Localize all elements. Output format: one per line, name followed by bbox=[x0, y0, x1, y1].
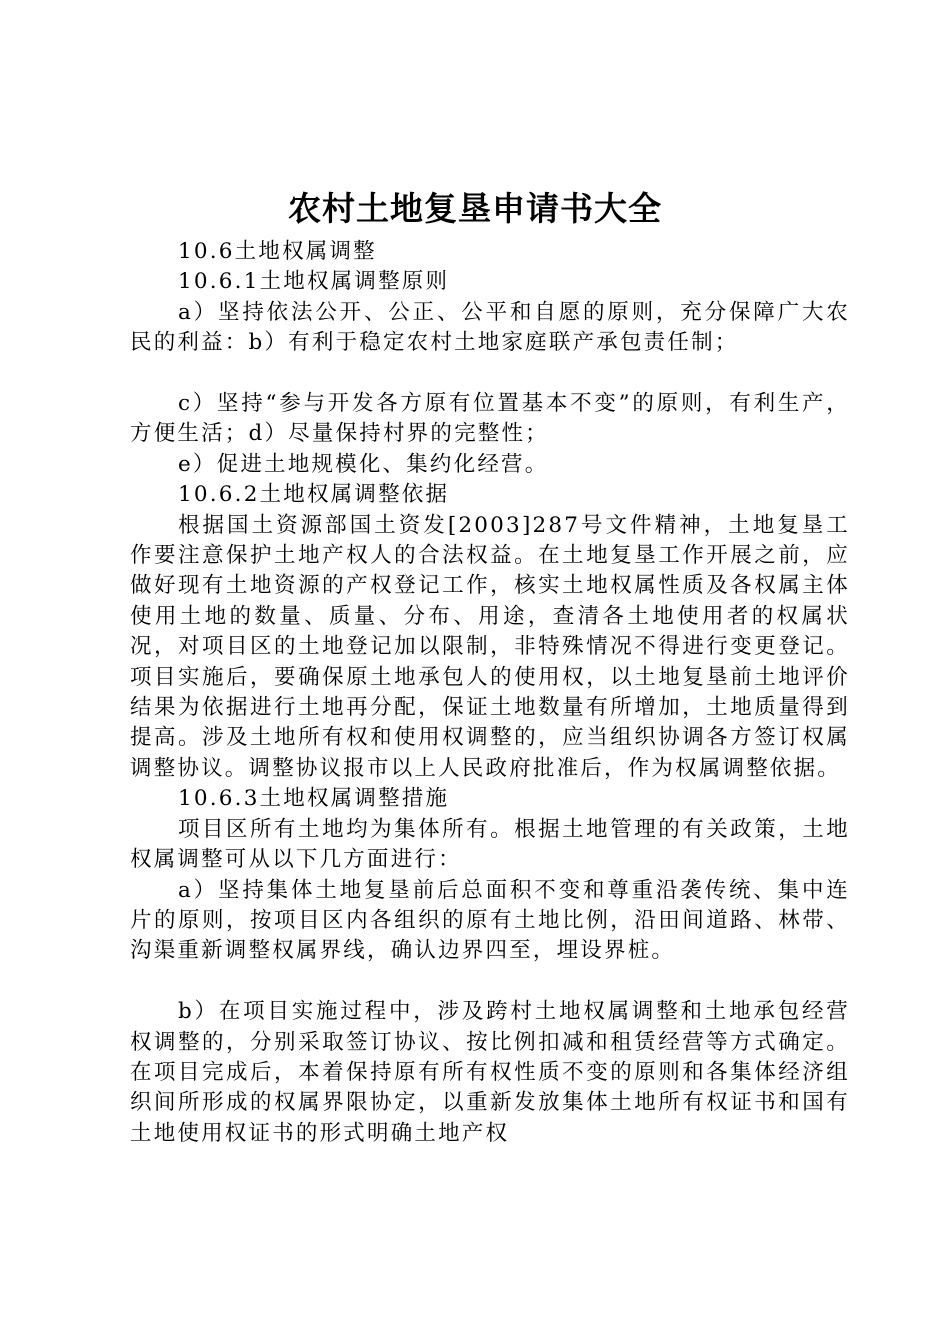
paragraph: b）在项目实施过程中，涉及跨村土地权属调整和土地承包经营权调整的，分别采取签订协议、按比例扣减和租赁经营等方式确定。在项目完成后，本着保持原有所有权性质不变的原则和各集体经济组织间所形成的权属界限协定，以重新发放集体土地所有权证书和国有土地使用权证书的形式明确土地产权 bbox=[130, 999, 850, 1146]
paragraph: c）坚持“参与开发各方原有位置基本不变”的原则，有利生产，方便生活；d）尽量保持村界的完整性； bbox=[130, 391, 850, 447]
paragraph: a）坚持集体土地复垦前后总面积不变和尊重沿袭传统、集中连片的原则，按项目区内各组织的原有土地比例，沿田间道路、林带、沟渠重新调整权属界线，确认边界四至，埋设界桩。 bbox=[130, 877, 850, 964]
document-body bbox=[130, 237, 850, 1149]
section-heading: 10.6土地权属调整 bbox=[178, 239, 377, 264]
paragraph: 项目区所有土地均为集体所有。根据土地管理的有关政策，土地权属调整可从以下几方面进行： bbox=[130, 816, 850, 873]
document-title: 农村土地复垦申请书大全 bbox=[288, 189, 662, 228]
subsection-heading: 10.6.2土地权属调整依据 bbox=[178, 482, 450, 508]
paragraph: a）坚持依法公开、公正、公平和自愿的原则，充分保障广大农民的利益：b）有利于稳定农村土地家庭联产承包责任制； bbox=[130, 299, 850, 356]
paragraph: e）促进土地规模化、集约化经营。 bbox=[178, 451, 549, 477]
subsection-heading: 10.6.3土地权属调整措施 bbox=[178, 786, 450, 812]
paragraph: 根据国土资源部国土资发[2003]287号文件精神，土地复垦工作要注意保护土地产权人的合法权益。在土地复垦工作开展之前，应做好现有土地资源的产权登记工作，核实土地权属性质及各权属主体使用土地的数量、质量、分布、用途，查清各土地使用者的权属状况，对项目区的土地登记加以限制，非特殊情况不得进行变更登记。项目实施后，要确保原土地承包人的使用权，以土地复垦前土地评价结果为依据进行土地再分配，保证土地数量有所增加，土地质量得到提高。涉及土地所有权和使用权调整的，应当组织协调各方签订权属调整协议。调整协议报市以上人民政府批准后，作为权属调整依据。 bbox=[130, 512, 850, 781]
blank-line bbox=[130, 967, 850, 997]
subsection-heading: 10.6.1土地权属调整原则 bbox=[178, 269, 450, 295]
blank-line bbox=[130, 359, 850, 389]
